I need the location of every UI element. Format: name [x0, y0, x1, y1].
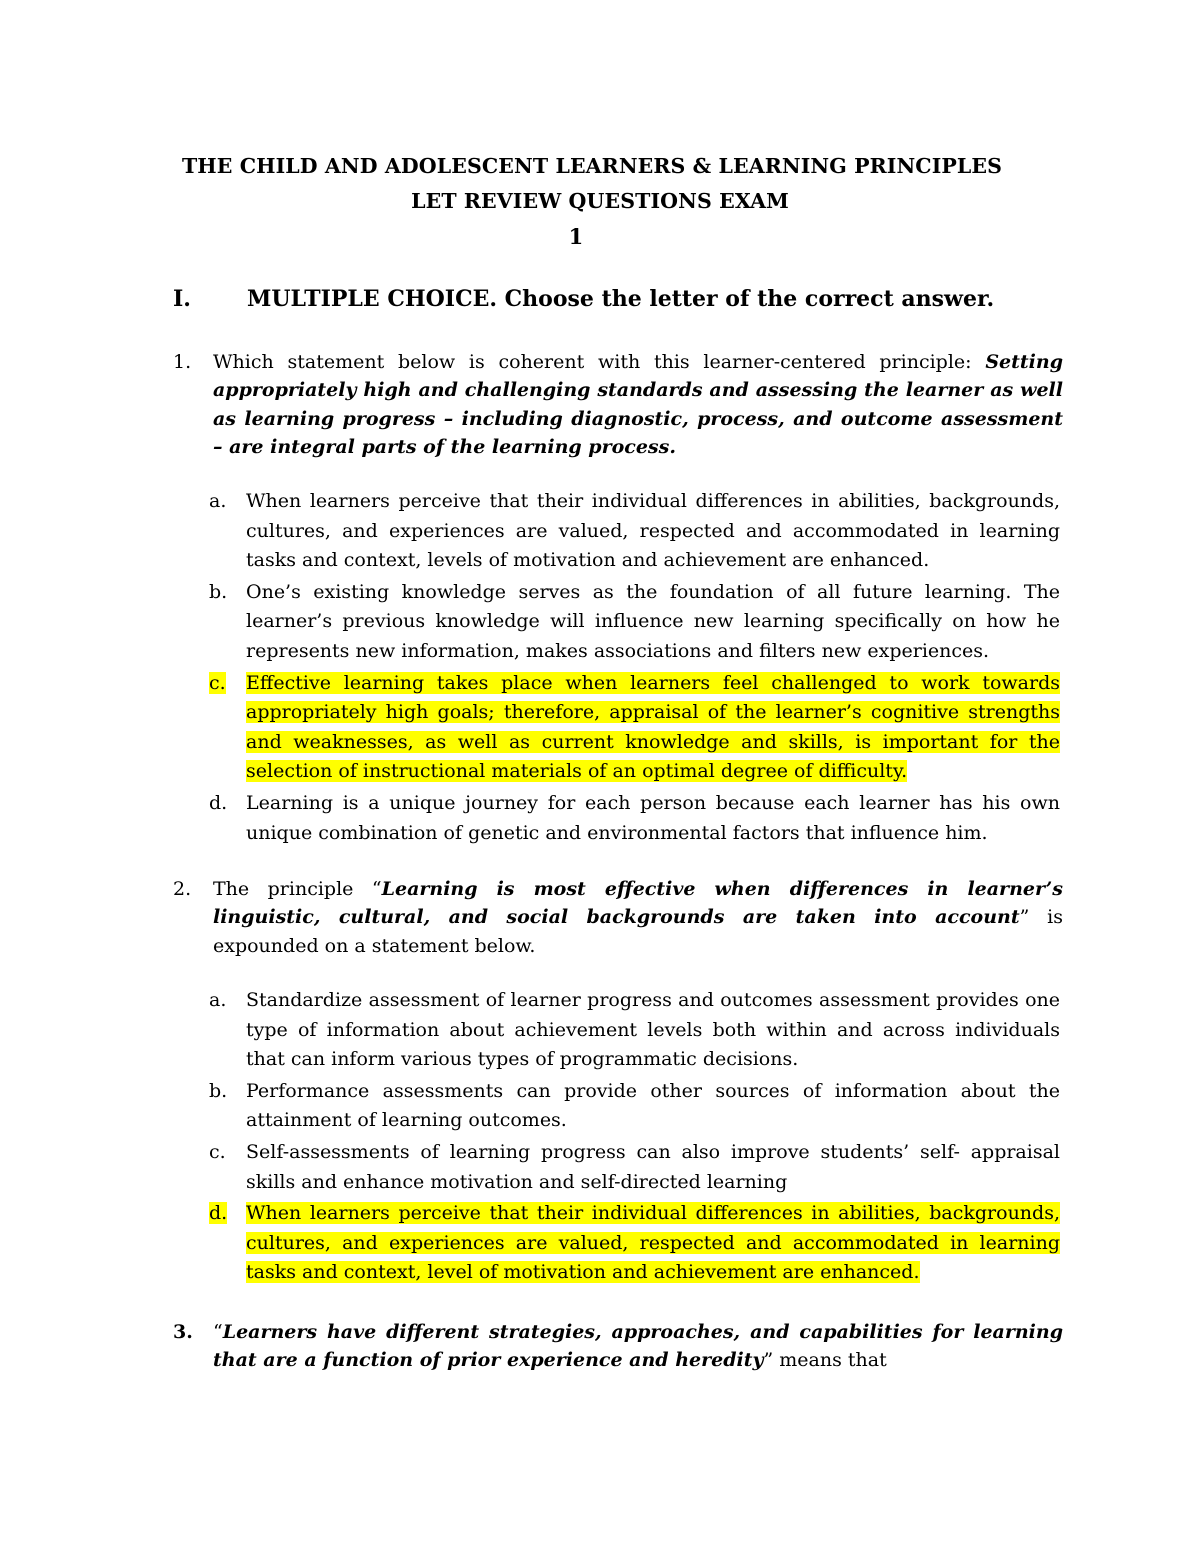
question-text: “Learners have different strategies, approaches, and capabilities for learning that are a function of prior experience and heredity” means that	[213, 1321, 1063, 1372]
option-a	[209, 986, 1060, 1075]
question-text: Which statement below is coherent with this learner-centered principle: Setting appropriately high and challenging standards and assessing the learner as well as learning progress – including diagnostic, process, and outcome assessment – are integral parts of the learning process.	[213, 351, 1063, 459]
question-1	[173, 348, 1063, 462]
section-instruction: Choose the letter of the correct answer.	[497, 286, 995, 312]
option-text: Effective learning takes place when learners feel challenged to work towards appropriately high goals; therefore, appraisal of the learner’s cognitive strengths and weaknesses, as well as current knowledge and skills, is important for the selection of instructional materials of an optimal degree of difficulty.	[246, 671, 1060, 783]
option-b	[209, 1077, 1060, 1136]
document-title: THE CHILD AND ADOLESCENT LEARNERS & LEARNING PRINCIPLES	[181, 154, 1003, 178]
section-heading	[173, 286, 994, 312]
option-text: Performance assessments can provide other sources of information about the attainment of learning outcomes.	[246, 1079, 1060, 1132]
question-2-options	[209, 986, 1060, 1290]
question-number: 3.	[173, 1321, 193, 1343]
option-text: Self-assessments of learning progress can also improve students’ self- appraisal skills and enhance motivation and self-directed learning	[246, 1140, 1060, 1193]
option-letter: a.	[209, 490, 227, 512]
option-letter: c.	[209, 671, 226, 694]
option-letter: b.	[209, 580, 228, 603]
option-a	[209, 487, 1060, 576]
option-text: Learning is a unique journey for each person because each learner has his own unique combination of genetic and environmental factors that influence him.	[246, 791, 1060, 844]
option-letter: d.	[209, 791, 228, 814]
option-letter: c.	[209, 1140, 226, 1163]
document-subtitle: LET REVIEW QUESTIONS EXAM	[411, 189, 789, 213]
option-letter: d.	[209, 1202, 228, 1225]
option-d-correct	[209, 1199, 1060, 1288]
option-letter: b.	[209, 1079, 228, 1102]
option-text: Standardize assessment of learner progress and outcomes assessment provides one type of information about achievement levels both within and across individuals that can inform various types of programmatic decisions.	[246, 989, 1060, 1071]
question-2	[173, 875, 1063, 960]
section-numeral: I.	[173, 286, 191, 312]
option-text: When learners perceive that their individual differences in abilities, backgrounds, cultures, and experiences are valued, respected and accommodated in learning tasks and context, level of motivation and achievement are enhanced.	[246, 1202, 1060, 1284]
question-text: The principle “Learning is most effective when differences in learner’s linguistic, cultural, and social backgrounds are taken into account” is expounded on a statement below.	[213, 878, 1063, 957]
option-d	[209, 789, 1060, 848]
option-b	[209, 578, 1060, 667]
option-c	[209, 1138, 1060, 1197]
question-number: 2.	[173, 878, 192, 900]
question-number: 1.	[173, 351, 192, 373]
question-emphasis: Learning is most effective when differences in learner’s linguistic, cultural, and social backgrounds are taken into account	[213, 878, 1063, 929]
option-letter: a.	[209, 989, 227, 1011]
question-1-options	[209, 487, 1060, 850]
option-text: One’s existing knowledge serves as the foundation of all future learning. The learner’s previous knowledge will influence new learning specifically on how he represents new information, makes associations and filters new experiences.	[246, 580, 1060, 662]
question-3	[173, 1318, 1063, 1375]
exam-number: 1	[568, 224, 584, 249]
option-c-correct	[209, 669, 1060, 787]
question-emphasis: Learners have different strategies, approaches, and capabilities for learning that are a function of prior experience and heredity	[213, 1321, 1063, 1372]
section-title: MULTIPLE CHOICE.	[247, 286, 498, 312]
question-emphasis: Setting appropriately high and challenging standards and assessing the learner as well as learning progress – including diagnostic, process, and outcome assessment – are integral parts of the learning process.	[213, 351, 1063, 459]
option-text: When learners perceive that their individual differences in abilities, backgrounds, cultures, and experiences are valued, respected and accommodated in learning tasks and context, levels of motivation and achievement are enhanced.	[246, 490, 1060, 572]
